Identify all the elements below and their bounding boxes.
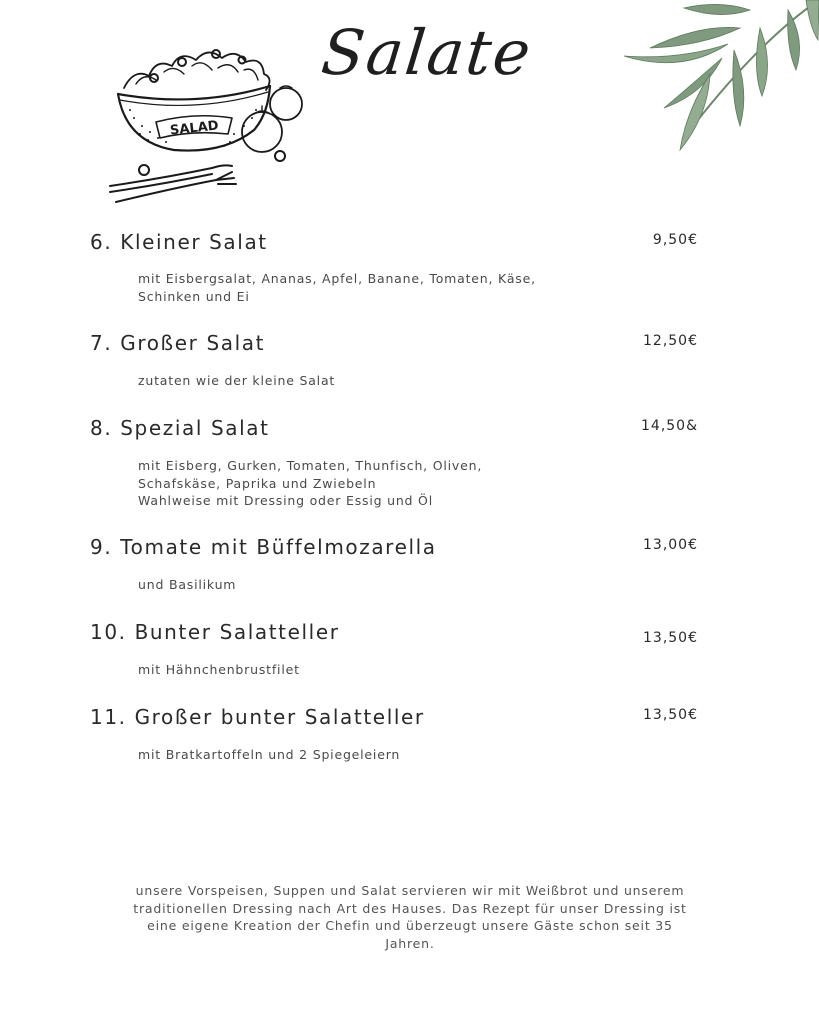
item-price: 12,50€	[643, 333, 698, 349]
description-line: zutaten wie der kleine Salat	[138, 373, 336, 388]
description-line: Schafskäse, Paprika und Zwiebeln	[138, 475, 377, 491]
item-price: 13,00€	[643, 537, 698, 553]
description-line: und Basilikum	[138, 577, 237, 592]
description-line: mit Eisberg, Gurken, Tomaten, Thunfisch, Oliven,	[138, 458, 483, 473]
footer-note	[122, 882, 698, 952]
item-description	[138, 457, 578, 510]
description-line: Schinken und Ei	[138, 288, 250, 304]
item-description	[138, 661, 578, 679]
item-price: 14,50&	[641, 418, 698, 434]
item-name: 9. Tomate mit Büffelmozarella	[90, 535, 437, 559]
salad-bowl-illustration	[104, 38, 314, 208]
item-price: 9,50€	[652, 232, 698, 248]
item-name: 11. Großer bunter Salatteller	[90, 705, 425, 729]
item-description	[138, 746, 578, 764]
olive-branch-decoration	[610, 0, 819, 185]
footer-line: unsere Vorspeisen, Suppen und Salat servieren wir mit Weißbrot und unserem	[135, 883, 685, 898]
item-price: 13,50€	[643, 707, 698, 723]
description-line: mit Eisbergsalat, Ananas, Apfel, Banane, Tomaten, Käse,	[138, 271, 536, 286]
item-description	[138, 576, 578, 594]
item-name: 8. Spezial Salat	[90, 416, 270, 440]
footer-line: traditionellen Dressing nach Art des Hauses. Das Rezept für unser Dressing ist	[133, 900, 687, 916]
item-name: 6. Kleiner Salat	[90, 230, 268, 254]
item-description	[138, 270, 578, 305]
item-name: 10. Bunter Salatteller	[90, 620, 340, 644]
footer-line: Jahren.	[385, 935, 435, 951]
description-line: Wahlweise mit Dressing oder Essig und Öl	[138, 493, 433, 508]
item-description	[138, 372, 578, 390]
description-line: mit Hähnchenbrustfilet	[138, 662, 300, 677]
item-price: 13,50€	[643, 630, 698, 646]
item-name: 7. Großer Salat	[90, 331, 266, 355]
description-line: mit Bratkartoffeln und 2 Spiegeleiern	[138, 747, 401, 762]
bowl-label-text: SALAD	[169, 118, 220, 139]
footer-line: eine eigene Kreation der Chefin und überzeugt unsere Gäste schon seit 35	[147, 918, 673, 934]
page-title: Salate	[318, 16, 536, 89]
